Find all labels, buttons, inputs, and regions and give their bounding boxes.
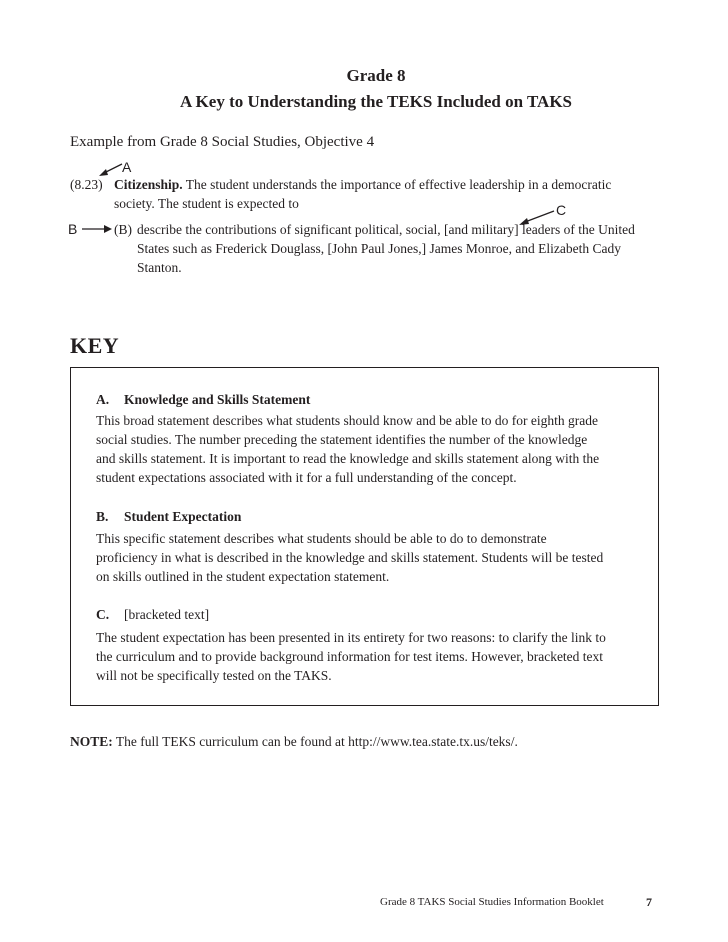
key-item-b-line2: proficiency in what is described in the knowledge and skills statement. Students will be tested bbox=[96, 550, 604, 565]
marker-c: C bbox=[556, 202, 567, 218]
key-item-a-line4: student expectations associated with it for a full understanding of the concept. bbox=[96, 470, 517, 485]
key-item-b-title: Student Expectation bbox=[124, 509, 242, 524]
arrow-b-icon bbox=[80, 222, 114, 236]
marker-b: B bbox=[68, 221, 78, 237]
key-item-b-label: B. bbox=[96, 509, 109, 524]
key-heading: KEY bbox=[70, 333, 120, 358]
ks-title: Citizenship. bbox=[114, 177, 183, 192]
key-item-c-title: [bracketed text] bbox=[124, 607, 210, 622]
ks-statement-line1 bbox=[114, 175, 611, 194]
example-heading: Example from Grade 8 Social Studies, Objective 4 bbox=[70, 134, 375, 150]
key-item-a-line3: and skills statement. It is important to read the knowledge and skills statement along with the bbox=[96, 451, 600, 466]
se-label: (B) bbox=[114, 222, 132, 237]
page-number: 7 bbox=[646, 895, 652, 909]
key-item-a-label: A. bbox=[96, 392, 110, 407]
ks-statement-line2: society. The student is expected to bbox=[114, 196, 299, 211]
footer-booklet-title: Grade 8 TAKS Social Studies Information Booklet bbox=[380, 896, 604, 908]
se-line2: States such as Frederick Douglass, [John Paul Jones,] James Monroe, and Elizabeth Cady bbox=[137, 241, 622, 256]
se-line1: describe the contributions of significant political, social, [and military] leaders of the United bbox=[137, 222, 635, 237]
note bbox=[70, 734, 518, 750]
page-title-grade: Grade 8 bbox=[346, 66, 406, 85]
page-title: A Key to Understanding the TEKS Included on TAKS bbox=[179, 92, 573, 111]
note-text: The full TEKS curriculum can be found at http://www.tea.state.tx.us/teks/. bbox=[115, 734, 518, 749]
se-line3: Stanton. bbox=[137, 260, 182, 275]
key-item-a-heading bbox=[96, 392, 310, 408]
key-item-c-line1: The student expectation has been presented in its entirety for two reasons: to clarify the link to bbox=[96, 630, 606, 645]
key-item-a-title: Knowledge and Skills Statement bbox=[124, 392, 311, 407]
key-item-c-line3: will not be specifically tested on the TAKS. bbox=[96, 668, 332, 683]
key-item-c-label: C. bbox=[96, 607, 110, 622]
key-item-b-heading bbox=[96, 509, 241, 525]
key-item-a-line1: This broad statement describes what students should know and be able to do for eighth grade bbox=[96, 413, 599, 428]
key-item-c-heading bbox=[96, 607, 209, 623]
marker-a: A bbox=[122, 159, 132, 175]
key-item-c-line2: the curriculum and to provide background information for test items. However, bracketed text bbox=[96, 649, 604, 664]
key-item-b-line3: on skills outlined in the student expectation statement. bbox=[96, 569, 390, 584]
ks-number: (8.23) bbox=[70, 177, 103, 192]
key-item-a-line2: social studies. The number preceding the statement identifies the number of the knowledge bbox=[96, 432, 588, 447]
key-item-b-line1: This specific statement describes what students should be able to do to demonstrate bbox=[96, 531, 547, 546]
ks-text: The student understands the importance of effective leadership in a democratic bbox=[185, 177, 612, 192]
note-label: NOTE: bbox=[70, 734, 113, 749]
